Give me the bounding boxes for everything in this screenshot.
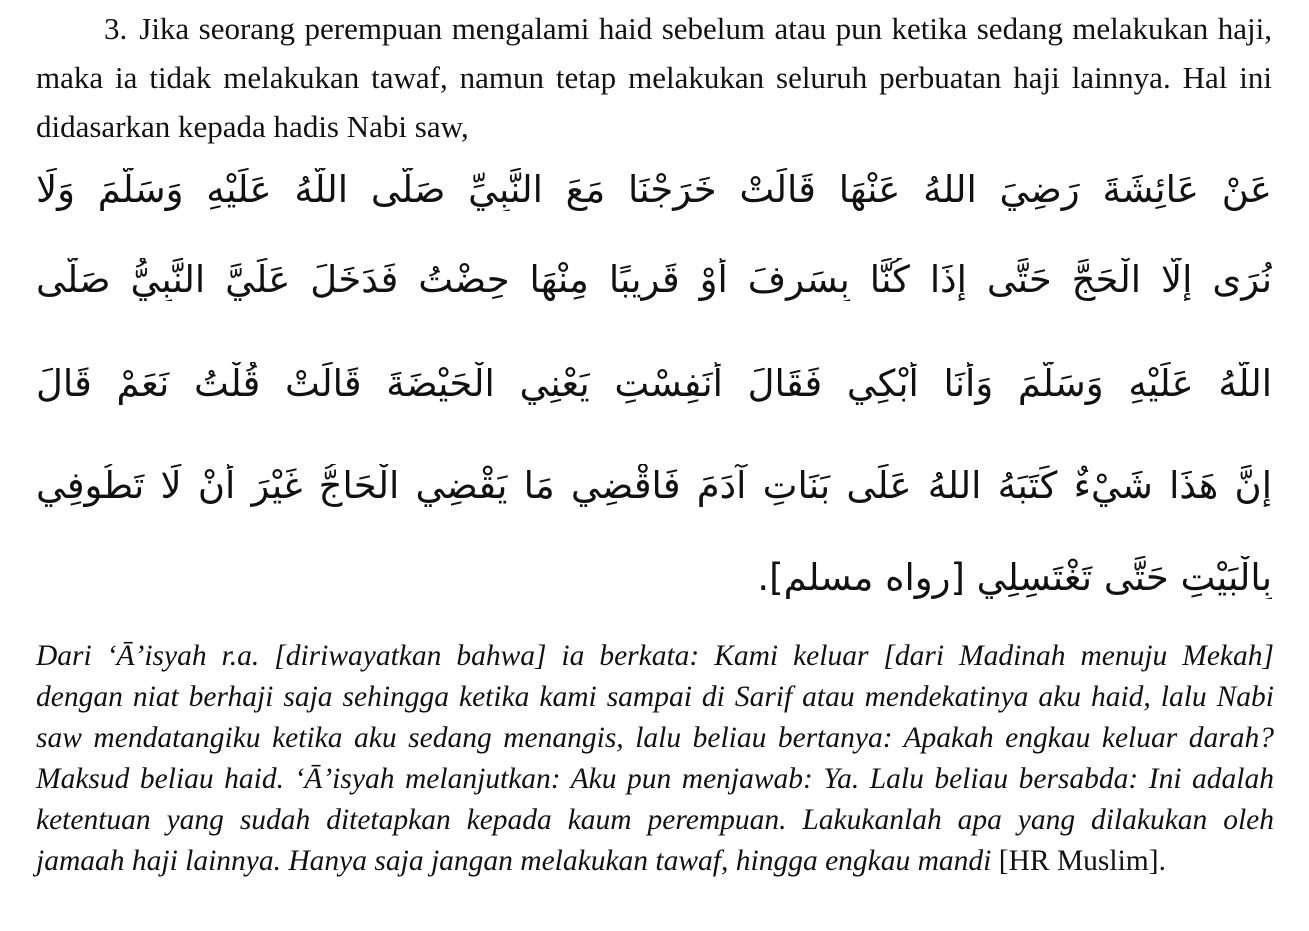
arabic-hadith-line-3: اللَّهُ عَلَيْهِ وَسَلَّمَ وَأَنَا أَبْكِي فَقَالَ أَنَفِسْتِ يَعْنِي الْحَيْضَةَ قَالَتْ قُلْتُ نَعَمْ قَالَ bbox=[36, 362, 1272, 405]
arabic-hadith-line-5: بِالْبَيْتِ حَتَّى تَغْتَسِلِي [رواه مسلم]. bbox=[757, 556, 1272, 599]
arabic-hadith-line-2: نُرَى إِلَّا الْحَجَّ حَتَّى إِذَا كُنَّا بِسَرِفَ أَوْ قَرِيبًا مِنْهَا حِضْتُ فَدَخَلَ عَلَيَّ النَّبِيُّ صَلَّى bbox=[36, 258, 1272, 301]
arabic-hadith-line-4: إِنَّ هَذَا شَيْءٌ كَتَبَهُ اللهُ عَلَى بَنَاتِ آدَمَ فَاقْضِي مَا يَقْضِي الْحَاجُّ غَيْرَ أَنْ لَا تَطُوفِي bbox=[36, 464, 1272, 507]
translation-paragraph bbox=[36, 636, 1274, 882]
intro-text: Jika seorang perempuan mengalami haid sebelum atau pun ketika sedang melakukan haji, maka ia tidak melakukan tawaf, namun tetap melakukan seluruh perbuatan haji lainnya. Hal ini didasarkan kepada hadis Nabi saw, bbox=[36, 11, 1272, 144]
arabic-hadith-line-1: عَنْ عَائِشَةَ رَضِيَ اللهُ عَنْهَا قَالَتْ خَرَجْنَا مَعَ النَّبِيِّ صَلَّى اللَّهُ عَلَيْهِ وَسَلَّمَ وَلَا bbox=[36, 168, 1272, 211]
translation-text: Dari ‘Ā’isyah r.a. [diriwayatkan bahwa] ia berkata: Kami keluar [dari Madinah menuju Mekah] dengan niat berhaji saja sehingga ketika kami sampai di Sarif atau mendekatinya aku haid, lalu Nabi saw mendatangiku ketika aku sedang menangis, lalu beliau bertanya: Apakah engkau keluar darah? Maksud beliau haid. ‘Ā’isyah melanjutkan: Aku pun menjawab: Ya. Lalu beliau bersabda: Ini adalah ketentuan yang sudah ditetapkan kepada kaum perempuan. Lakukanlah apa yang dilakukan oleh jamaah haji lainnya. Hanya saja jangan melakukan tawaf, hingga engkau mandi bbox=[36, 640, 1274, 877]
hadith-reference: [HR Muslim]. bbox=[998, 845, 1166, 877]
intro-paragraph bbox=[36, 4, 1272, 151]
list-number: 3. bbox=[104, 11, 128, 46]
